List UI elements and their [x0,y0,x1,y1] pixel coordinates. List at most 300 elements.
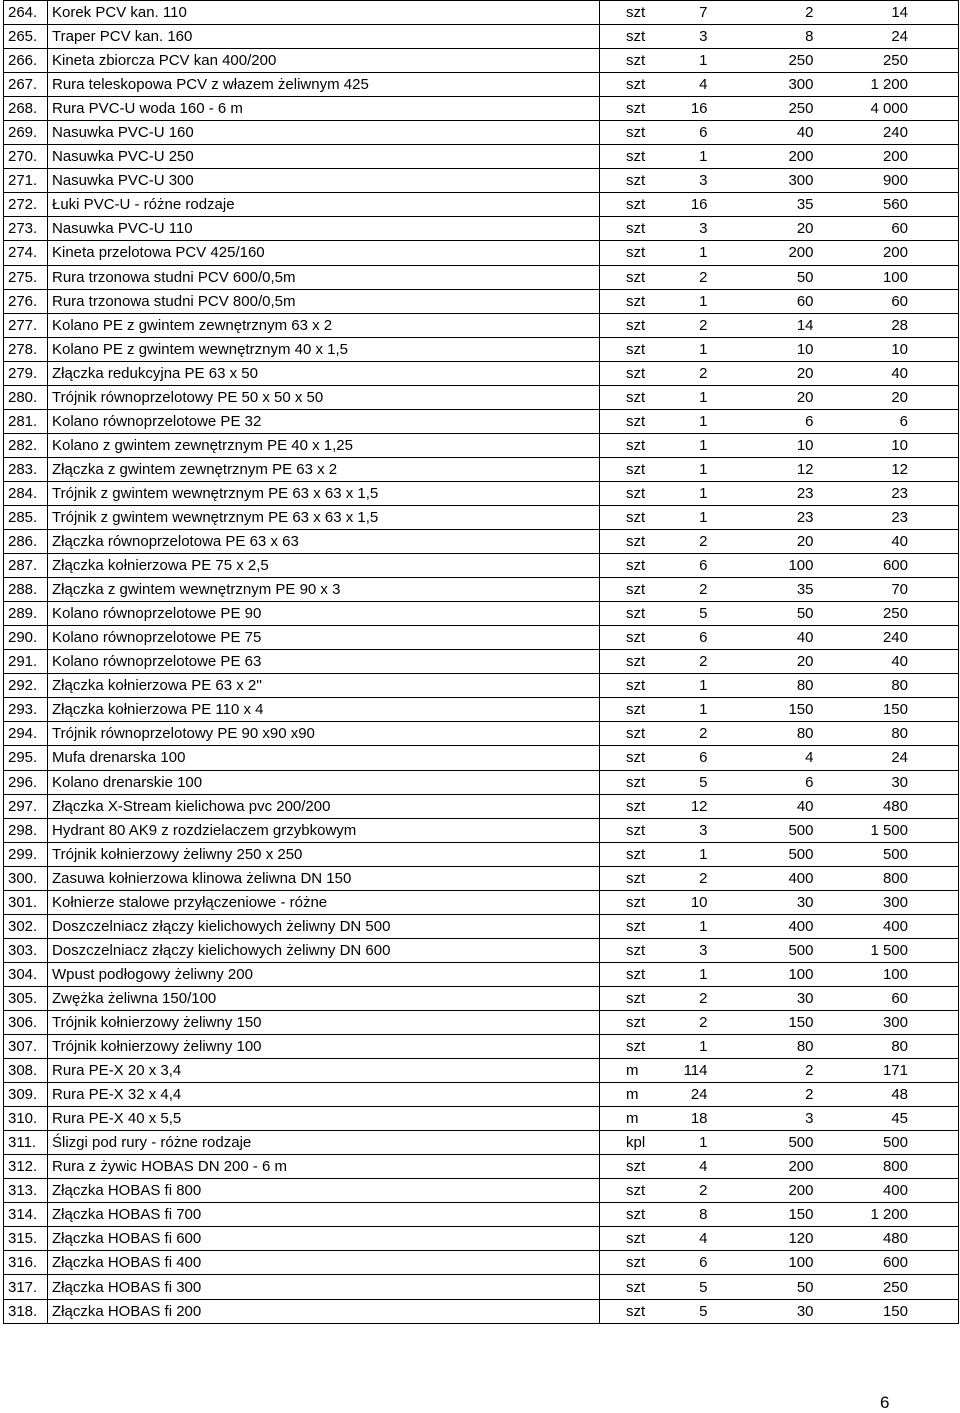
row-number: 273. [4,217,48,241]
item-value: 250 [826,602,959,626]
item-name: Nasuwka PVC-U 110 [48,217,600,241]
table-row [4,1179,959,1203]
item-unit: szt [600,385,668,409]
item-quantity: 7 [668,1,726,25]
row-number: 281. [4,409,48,433]
item-unit-price: 60 [726,289,826,313]
item-unit-price: 40 [726,794,826,818]
item-unit-price: 100 [726,962,826,986]
row-number: 280. [4,385,48,409]
page-number: 6 [880,1393,890,1412]
item-unit: szt [600,554,668,578]
row-number: 275. [4,265,48,289]
table-row [4,818,959,842]
item-unit-price: 200 [726,241,826,265]
item-quantity: 2 [668,361,726,385]
item-unit-price: 500 [726,1131,826,1155]
item-quantity: 5 [668,602,726,626]
item-quantity: 6 [668,626,726,650]
item-quantity: 1 [668,505,726,529]
item-unit-price: 80 [726,674,826,698]
table-row [4,554,959,578]
row-number: 277. [4,313,48,337]
row-number: 268. [4,97,48,121]
item-quantity: 12 [668,794,726,818]
table-row [4,1275,959,1299]
item-value: 80 [826,674,959,698]
table-row [4,265,959,289]
table-row [4,289,959,313]
item-value: 14 [826,1,959,25]
row-number: 300. [4,866,48,890]
item-name: Złączka X-Stream kielichowa pvc 200/200 [48,794,600,818]
item-name: Doszczelniacz złączy kielichowych żeliwny DN 500 [48,914,600,938]
row-number: 279. [4,361,48,385]
item-unit: szt [600,866,668,890]
row-number: 291. [4,650,48,674]
item-value: 300 [826,1010,959,1034]
item-quantity: 2 [668,265,726,289]
item-quantity: 1 [668,962,726,986]
item-unit: szt [600,1227,668,1251]
item-unit: szt [600,313,668,337]
item-value: 250 [826,1275,959,1299]
table-row [4,602,959,626]
item-value: 60 [826,217,959,241]
item-name: Kolano równoprzelotowe PE 63 [48,650,600,674]
item-quantity: 3 [668,217,726,241]
item-quantity: 6 [668,554,726,578]
item-quantity: 2 [668,866,726,890]
item-name: Traper PCV kan. 160 [48,25,600,49]
item-unit: szt [600,890,668,914]
item-name: Rura PE-X 20 x 3,4 [48,1059,600,1083]
item-unit-price: 20 [726,385,826,409]
item-unit-price: 100 [726,554,826,578]
item-value: 171 [826,1059,959,1083]
item-quantity: 5 [668,1275,726,1299]
item-unit-price: 200 [726,145,826,169]
item-name: Złączka kołnierzowa PE 110 x 4 [48,698,600,722]
row-number: 276. [4,289,48,313]
item-unit-price: 50 [726,602,826,626]
table-row [4,337,959,361]
row-number: 285. [4,505,48,529]
item-name: Zasuwa kołnierzowa klinowa żeliwna DN 150 [48,866,600,890]
item-value: 500 [826,842,959,866]
item-value: 480 [826,1227,959,1251]
item-name: Rura trzonowa studni PCV 800/0,5m [48,289,600,313]
item-name: Trójnik równoprzelotowy PE 90 x90 x90 [48,722,600,746]
table-row [4,73,959,97]
item-unit: szt [600,674,668,698]
item-name: Kolano drenarskie 100 [48,770,600,794]
item-quantity: 1 [668,457,726,481]
item-unit: m [600,1083,668,1107]
table-row [4,1203,959,1227]
item-quantity: 2 [668,650,726,674]
item-quantity: 6 [668,746,726,770]
item-unit-price: 30 [726,986,826,1010]
row-number: 309. [4,1083,48,1107]
table-row [4,746,959,770]
table-row [4,914,959,938]
table-row [4,409,959,433]
item-unit: szt [600,25,668,49]
item-unit-price: 400 [726,866,826,890]
item-name: Nasuwka PVC-U 300 [48,169,600,193]
item-unit: szt [600,722,668,746]
item-value: 150 [826,698,959,722]
item-unit: szt [600,962,668,986]
item-unit: szt [600,121,668,145]
row-number: 316. [4,1251,48,1275]
item-unit: szt [600,578,668,602]
item-unit: szt [600,265,668,289]
item-name: Złączka równoprzelotowa PE 63 x 63 [48,530,600,554]
item-unit-price: 300 [726,73,826,97]
item-unit-price: 20 [726,530,826,554]
item-name: Złączka kołnierzowa PE 75 x 2,5 [48,554,600,578]
item-quantity: 3 [668,25,726,49]
item-unit: szt [600,49,668,73]
item-unit: szt [600,289,668,313]
row-number: 303. [4,938,48,962]
item-name: Rura PE-X 32 x 4,4 [48,1083,600,1107]
item-name: Kołnierze stalowe przyłączeniowe - różne [48,890,600,914]
item-name: Rura teleskopowa PCV z włazem żeliwnym 425 [48,73,600,97]
table-row [4,217,959,241]
item-quantity: 2 [668,986,726,1010]
item-value: 48 [826,1083,959,1107]
item-unit: szt [600,818,668,842]
row-number: 312. [4,1155,48,1179]
table-row [4,1083,959,1107]
table-row [4,1251,959,1275]
item-name: Rura PE-X 40 x 5,5 [48,1107,600,1131]
item-unit-price: 14 [726,313,826,337]
item-quantity: 1 [668,409,726,433]
item-quantity: 5 [668,1299,726,1323]
item-unit-price: 2 [726,1,826,25]
row-number: 267. [4,73,48,97]
item-unit: szt [600,505,668,529]
item-quantity: 4 [668,73,726,97]
item-unit: szt [600,986,668,1010]
item-unit: szt [600,626,668,650]
row-number: 298. [4,818,48,842]
item-unit-price: 30 [726,890,826,914]
item-quantity: 16 [668,193,726,217]
item-value: 23 [826,505,959,529]
table-row [4,722,959,746]
item-value: 600 [826,554,959,578]
item-quantity: 1 [668,145,726,169]
item-value: 1 200 [826,1203,959,1227]
table-row [4,1107,959,1131]
row-number: 265. [4,25,48,49]
item-name: Doszczelniacz złączy kielichowych żeliwny DN 600 [48,938,600,962]
item-unit: szt [600,73,668,97]
item-name: Kolano z gwintem zewnętrznym PE 40 x 1,25 [48,433,600,457]
item-unit-price: 150 [726,1203,826,1227]
item-unit-price: 50 [726,1275,826,1299]
item-unit: szt [600,1179,668,1203]
table-row [4,49,959,73]
item-value: 40 [826,361,959,385]
table-row [4,1155,959,1179]
row-number: 310. [4,1107,48,1131]
item-value: 480 [826,794,959,818]
item-unit-price: 80 [726,1035,826,1059]
item-name: Złączka HOBAS fi 400 [48,1251,600,1275]
item-unit: szt [600,1010,668,1034]
item-value: 28 [826,313,959,337]
item-value: 200 [826,145,959,169]
table-row [4,1,959,25]
table-row [4,530,959,554]
item-quantity: 4 [668,1155,726,1179]
row-number: 278. [4,337,48,361]
row-number: 282. [4,433,48,457]
row-number: 315. [4,1227,48,1251]
item-unit-price: 23 [726,505,826,529]
item-value: 400 [826,914,959,938]
item-quantity: 1 [668,433,726,457]
item-unit: szt [600,1035,668,1059]
item-unit-price: 6 [726,409,826,433]
item-value: 560 [826,193,959,217]
item-unit-price: 6 [726,770,826,794]
item-name: Kineta zbiorcza PCV kan 400/200 [48,49,600,73]
item-unit-price: 12 [726,457,826,481]
row-number: 269. [4,121,48,145]
item-name: Korek PCV kan. 110 [48,1,600,25]
item-unit-price: 500 [726,818,826,842]
row-number: 287. [4,554,48,578]
row-number: 305. [4,986,48,1010]
item-unit-price: 30 [726,1299,826,1323]
table-row [4,457,959,481]
item-unit-price: 8 [726,25,826,49]
table-row [4,1059,959,1083]
item-unit: szt [600,337,668,361]
row-number: 289. [4,602,48,626]
row-number: 297. [4,794,48,818]
item-unit: szt [600,938,668,962]
table-row [4,986,959,1010]
table-row [4,385,959,409]
item-name: Kolano równoprzelotowe PE 90 [48,602,600,626]
row-number: 272. [4,193,48,217]
table-row [4,241,959,265]
item-unit: szt [600,1275,668,1299]
item-quantity: 1 [668,1035,726,1059]
item-unit-price: 2 [726,1059,826,1083]
item-name: Nasuwka PVC-U 250 [48,145,600,169]
item-name: Złączka z gwintem zewnętrznym PE 63 x 2 [48,457,600,481]
table-row [4,770,959,794]
table-row [4,1227,959,1251]
table-row [4,145,959,169]
table-row [4,674,959,698]
item-quantity: 3 [668,818,726,842]
item-quantity: 1 [668,385,726,409]
item-unit: szt [600,241,668,265]
item-unit: szt [600,457,668,481]
item-unit: szt [600,794,668,818]
item-value: 6 [826,409,959,433]
item-quantity: 1 [668,842,726,866]
item-unit-price: 200 [726,1179,826,1203]
item-quantity: 1 [668,481,726,505]
item-unit-price: 150 [726,1010,826,1034]
item-value: 1 200 [826,73,959,97]
item-quantity: 3 [668,938,726,962]
table-row [4,650,959,674]
row-number: 288. [4,578,48,602]
item-name: Złączka HOBAS fi 300 [48,1275,600,1299]
item-name: Trójnik z gwintem wewnętrznym PE 63 x 63 x 1,5 [48,481,600,505]
row-number: 284. [4,481,48,505]
item-quantity: 8 [668,1203,726,1227]
item-value: 100 [826,962,959,986]
item-unit: m [600,1107,668,1131]
row-number: 283. [4,457,48,481]
item-quantity: 1 [668,674,726,698]
item-value: 900 [826,169,959,193]
row-number: 311. [4,1131,48,1155]
item-unit-price: 120 [726,1227,826,1251]
table-row [4,890,959,914]
row-number: 274. [4,241,48,265]
table-row [4,313,959,337]
item-quantity: 2 [668,722,726,746]
item-unit-price: 150 [726,698,826,722]
item-quantity: 18 [668,1107,726,1131]
item-unit-price: 500 [726,842,826,866]
item-unit: szt [600,1,668,25]
item-unit-price: 40 [726,626,826,650]
row-number: 293. [4,698,48,722]
item-name: Złączka HOBAS fi 800 [48,1179,600,1203]
item-unit-price: 250 [726,97,826,121]
item-value: 10 [826,433,959,457]
item-unit: szt [600,698,668,722]
item-unit: szt [600,914,668,938]
item-quantity: 6 [668,121,726,145]
item-unit-price: 50 [726,265,826,289]
item-value: 800 [826,1155,959,1179]
item-unit: szt [600,481,668,505]
row-number: 313. [4,1179,48,1203]
item-unit: szt [600,770,668,794]
item-value: 150 [826,1299,959,1323]
item-quantity: 1 [668,241,726,265]
item-value: 45 [826,1107,959,1131]
item-quantity: 4 [668,1227,726,1251]
item-unit-price: 35 [726,193,826,217]
item-name: Trójnik równoprzelotowy PE 50 x 50 x 50 [48,385,600,409]
item-value: 10 [826,337,959,361]
item-unit: szt [600,530,668,554]
table-row [4,698,959,722]
item-name: Trójnik kołnierzowy żeliwny 250 x 250 [48,842,600,866]
row-number: 299. [4,842,48,866]
item-value: 60 [826,289,959,313]
item-unit-price: 40 [726,121,826,145]
item-unit-price: 20 [726,361,826,385]
row-number: 318. [4,1299,48,1323]
item-name: Trójnik kołnierzowy żeliwny 150 [48,1010,600,1034]
item-value: 400 [826,1179,959,1203]
item-unit-price: 100 [726,1251,826,1275]
item-unit: szt [600,169,668,193]
item-value: 500 [826,1131,959,1155]
row-number: 286. [4,530,48,554]
item-name: Ślizgi pod rury - różne rodzaje [48,1131,600,1155]
row-number: 290. [4,626,48,650]
item-value: 4 000 [826,97,959,121]
item-unit-price: 23 [726,481,826,505]
item-quantity: 2 [668,578,726,602]
table-row [4,97,959,121]
item-value: 240 [826,626,959,650]
row-number: 296. [4,770,48,794]
item-quantity: 2 [668,313,726,337]
item-quantity: 3 [668,169,726,193]
item-name: Złączka HOBAS fi 200 [48,1299,600,1323]
item-unit-price: 3 [726,1107,826,1131]
item-unit-price: 300 [726,169,826,193]
item-unit: szt [600,602,668,626]
item-value: 1 500 [826,818,959,842]
item-unit-price: 400 [726,914,826,938]
item-unit: szt [600,746,668,770]
item-name: Rura trzonowa studni PCV 600/0,5m [48,265,600,289]
item-name: Mufa drenarska 100 [48,746,600,770]
item-name: Złączka HOBAS fi 700 [48,1203,600,1227]
item-unit: szt [600,97,668,121]
item-unit: m [600,1059,668,1083]
table-row [4,1131,959,1155]
table-row [4,962,959,986]
item-unit-price: 500 [726,938,826,962]
item-unit-price: 20 [726,217,826,241]
row-number: 270. [4,145,48,169]
item-value: 20 [826,385,959,409]
item-unit: kpl [600,1131,668,1155]
item-unit: szt [600,433,668,457]
row-number: 294. [4,722,48,746]
item-unit-price: 80 [726,722,826,746]
item-value: 30 [826,770,959,794]
inventory-table-body [4,1,959,1324]
inventory-sheet [3,0,959,1324]
item-quantity: 1 [668,289,726,313]
row-number: 264. [4,1,48,25]
item-unit: szt [600,409,668,433]
table-row [4,169,959,193]
item-value: 24 [826,746,959,770]
table-row [4,433,959,457]
row-number: 308. [4,1059,48,1083]
table-row [4,938,959,962]
item-value: 800 [826,866,959,890]
row-number: 292. [4,674,48,698]
table-row [4,1035,959,1059]
item-name: Nasuwka PVC-U 160 [48,121,600,145]
